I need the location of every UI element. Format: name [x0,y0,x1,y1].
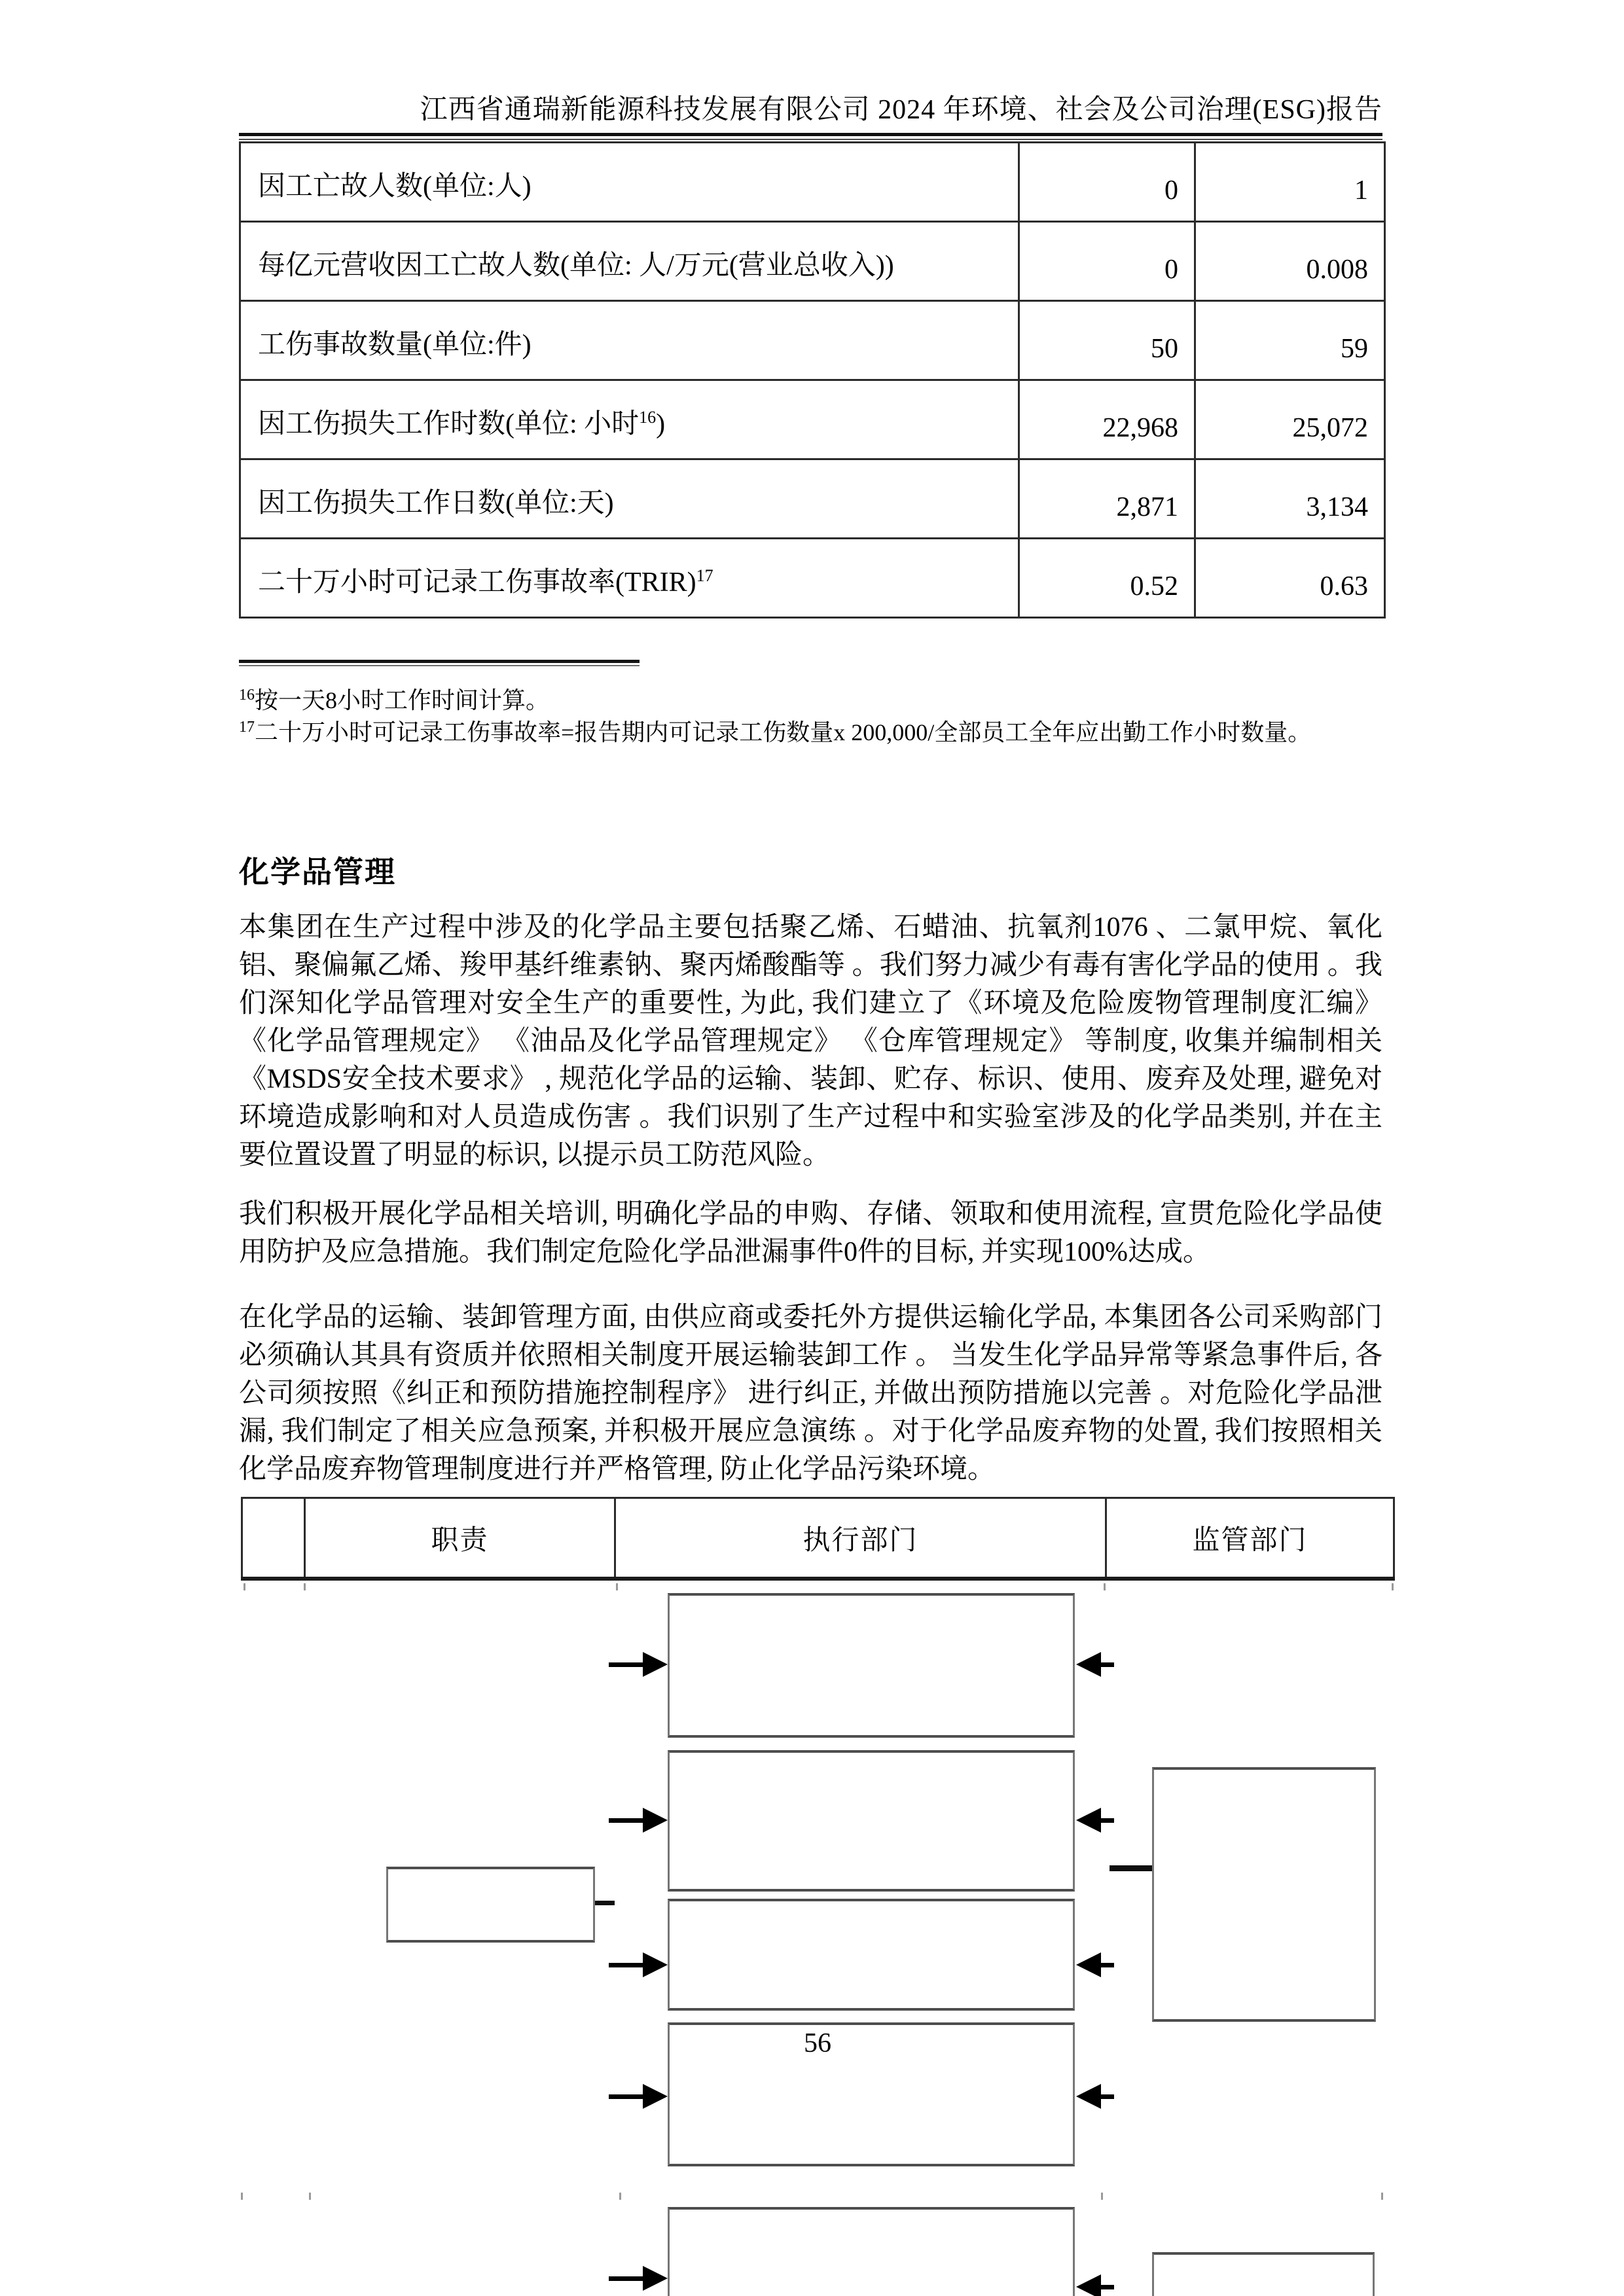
metric-label: 每亿元营收因工亡故人数(单位: 人/万元(营业总收入)) [240,222,1019,301]
metric-value-col1: 50 [1019,301,1195,380]
footnote-separator-thick [239,660,640,663]
arrow-head [643,1652,668,1677]
page-margin-tick [1104,1583,1106,1590]
page-margin-tick [1381,2193,1383,2200]
footnote-17-marker: 17 [239,719,255,736]
metric-value-col1: 0.52 [1019,539,1195,618]
header-rule-thin [239,139,1382,140]
footnote-16-marker: 16 [239,687,255,704]
metric-value-col2: 0.008 [1195,222,1385,301]
table-row [240,301,1385,380]
flowchart-responsibility-box [386,1867,595,1943]
table-row [242,1498,1394,1579]
arrow-right-icon [609,1651,669,1677]
connector-stub-right [1110,1865,1152,1871]
arrow-head [643,2266,668,2291]
arrow-left-icon [1076,1651,1136,1677]
safety-metrics-table [239,141,1386,619]
metric-value-col2: 25,072 [1195,380,1385,459]
footnote-17 [239,717,1382,749]
arrow-shaft [609,1662,647,1667]
connector-stub-left [595,1901,615,1905]
arrow-left-icon [1076,1952,1136,1978]
arrow-left-icon [1076,1807,1136,1833]
flowchart-supervision-box-2 [1152,2252,1375,2296]
arrow-right-icon [609,1952,669,1978]
duty-col-header-empty [242,1498,305,1579]
arrow-right-icon [609,2265,669,2291]
arrow-shaft [609,1963,647,1967]
arrow-head [1076,1808,1101,1833]
flowchart-step-box-2 [668,1750,1075,1892]
footnote-16 [239,685,1382,717]
arrow-shaft [1098,1818,1114,1823]
paragraph-chemicals-overview: 本集团在生产过程中涉及的化学品主要包括聚乙烯、石蜡油、抗氧剂1076 、二氯甲烷、氧化铝、聚偏氟乙烯、羧甲基纤维素钠、聚丙烯酸酯等 。我们努力减少有毒有害化学品的使用 。我们深知化学品管理对安全生产的重要性, 为此, 我们建立了《环境及危险废物管理制度汇编》 《化学品管理规定》 《油品及化学品管理规定》 《仓库管理规定》 等制度, 收集并编制相关《MSDS安全技术要求》 , 规范化学品的运输、装卸、贮存、标识、使用、废弃及处理, 避免对环境造成影响和对人员造成伤害 。我们识别了生产过程中和实验室涉及的化学品类别, 并在主要位置设置了明显的标识, 以提示员工防范风险。 [239,912,1382,1170]
metric-value-col2: 0.63 [1195,539,1385,618]
page-margin-tick [616,1583,618,1590]
duty-table-header [241,1497,1395,1581]
metric-value-col1: 0 [1019,143,1195,222]
flowchart-step-box-3 [668,1899,1075,2011]
page-margin-tick [244,1583,245,1590]
page-margin-tick [304,1583,306,1590]
arrow-left-icon [1076,2083,1136,2109]
footnote-17-text: 二十万小时可记录工伤事故率=报告期内可记录工伤数量x 200,000/全部员工全年应出勤工作小时数量。 [255,719,1312,745]
header-rule-thick [239,133,1382,136]
arrow-left-icon [1076,2274,1136,2296]
metric-label: 二十万小时可记录工伤事故率(TRIR)$^{17}$ [240,539,1019,618]
arrow-head [643,1808,668,1833]
arrow-right-icon [609,2083,669,2109]
page-margin-tick [1392,1583,1394,1590]
flowchart-step-box-5 [668,2207,1075,2296]
flowchart-step-box-4 [668,2022,1075,2166]
table-row [240,222,1385,301]
section-heading-chemical-management: 化学品管理 [239,855,396,889]
arrow-shaft [609,2276,647,2281]
paragraph-chemical-training: 我们积极开展化学品相关培训, 明确化学品的申购、存储、领取和使用流程, 宣贯危险化学品使用防护及应急措施。我们制定危险化学品泄漏事件0件的目标, 并实现100%达成。 [239,1199,1382,1267]
page-margin-tick [309,2193,311,2200]
page-margin-tick [619,2193,621,2200]
footnote-ref: 16 [639,408,657,427]
arrow-shaft [609,1818,647,1823]
table-row [240,539,1385,618]
table-row [240,143,1385,222]
footnotes-block [239,685,1382,749]
metric-label: 因工伤损失工作日数(单位:天) [240,459,1019,539]
page-header-title: 江西省通瑞新能源科技发展有限公司 2024 年环境、社会及公司治理(ESG)报告 [420,95,1382,125]
metric-value-col2: 1 [1195,143,1385,222]
arrow-shaft [1098,2285,1114,2289]
arrow-head [1076,2274,1101,2296]
duty-col-header-responsibility: 职责 [305,1498,615,1579]
metric-label: 因工亡故人数(单位:人) [240,143,1019,222]
metric-label: 工伤事故数量(单位:件) [240,301,1019,380]
arrow-right-icon [609,1807,669,1833]
page-margin-tick [1101,2193,1103,2200]
metric-value-col2: 59 [1195,301,1385,380]
duty-col-header-executing-dept: 执行部门 [615,1498,1106,1579]
footnote-ref: 17 [696,566,713,585]
flowchart-supervision-box-1 [1152,1767,1376,2022]
footnote-16-text: 按一天8小时工作时间计算。 [255,687,550,713]
arrow-head [643,1952,668,1977]
flowchart-step-box-1 [668,1593,1075,1738]
arrow-shaft [1098,1963,1114,1967]
arrow-head [643,2084,668,2109]
arrow-head [1076,1952,1101,1977]
metric-label: 因工伤损失工作时数(单位: 小时$^{16}$) [240,380,1019,459]
page-number: 56 [804,2028,831,2058]
arrow-head [1076,1652,1101,1677]
table-row [240,459,1385,539]
metric-value-col1: 0 [1019,222,1195,301]
metric-value-col1: 2,871 [1019,459,1195,539]
page-margin-tick [241,2193,243,2200]
arrow-head [1076,2084,1101,2109]
arrow-shaft [609,2094,647,2099]
paragraph-chemical-transport: 在化学品的运输、装卸管理方面, 由供应商或委托外方提供运输化学品, 本集团各公司采购部门必须确认其具有资质并依照相关制度开展运输装卸工作 。 当发生化学品异常等紧急事件后, 各公司须按照《纠正和预防措施控制程序》 进行纠正, 并做出预防措施以完善 。对危险化学品泄漏, 我们制定了相关应急预案, 并积极开展应急演练 。对于化学品废弃物的处置, 我们按照相关化学品废弃物管理制度进行并严格管理, 防止化学品污染环境。 [239,1302,1382,1484]
footnote-separator-thin [239,665,640,666]
arrow-shaft [1098,1662,1114,1667]
table-row [240,380,1385,459]
metric-value-col1: 22,968 [1019,380,1195,459]
metric-value-col2: 3,134 [1195,459,1385,539]
arrow-shaft [1098,2094,1114,2099]
duty-col-header-supervising-dept: 监管部门 [1106,1498,1394,1579]
